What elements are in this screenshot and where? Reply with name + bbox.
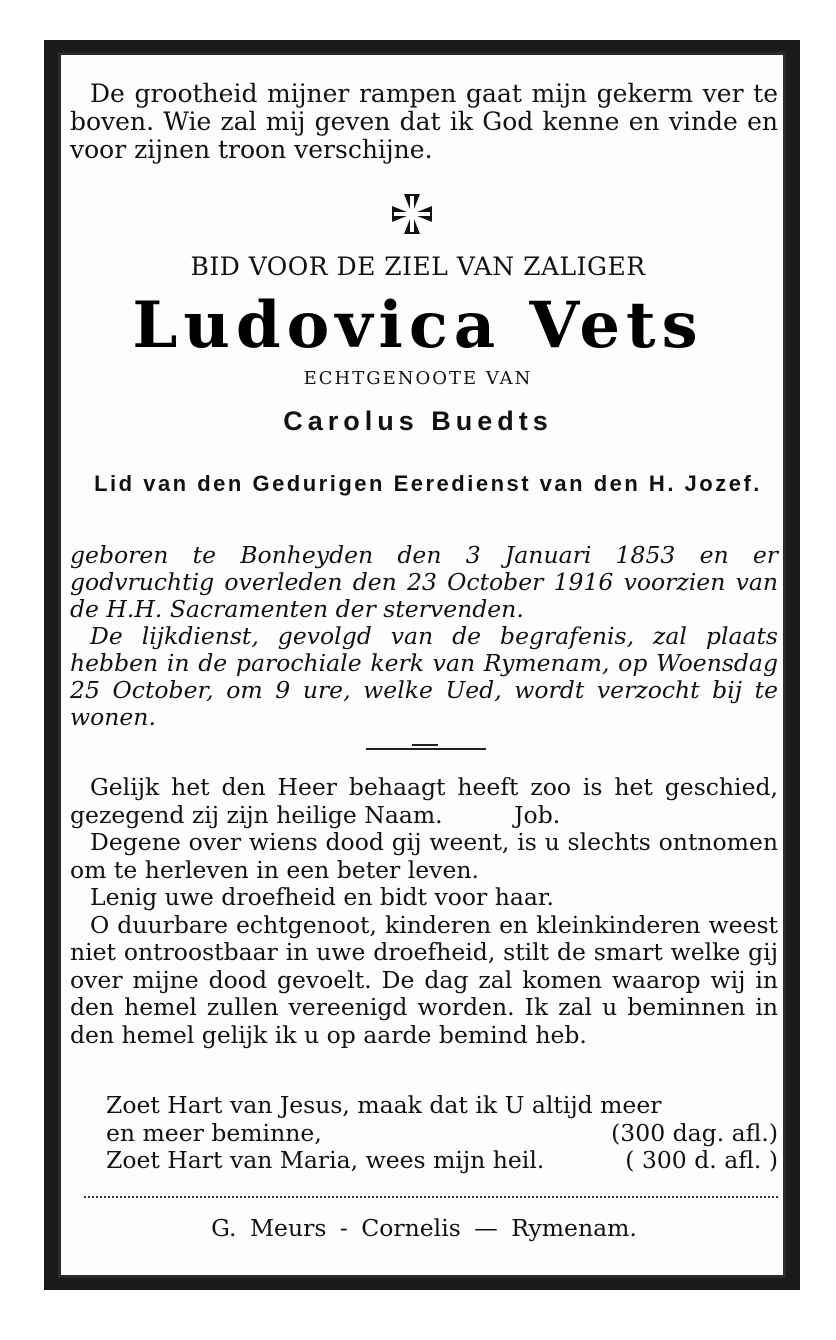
verse-job: Gelijk het den Heer behaagt heeft zoo is het geschied, gezegend zij zijn heilige Naam. Job.	[70, 773, 778, 829]
divider-line	[366, 748, 486, 750]
indulgence-prayers	[106, 1092, 778, 1175]
prayer-request-heading: BID VOOR DE ZIEL VAN ZALIGER	[190, 252, 646, 281]
verse-3: Lenig uwe droefheid en bidt voor haar.	[90, 883, 554, 911]
prayer-sacred-heart-line1: Zoet Hart van Jesus, maak dat ik U altijd meer	[106, 1091, 662, 1119]
verse-2: Degene over wiens dood gij weent, is u slechts ontnomen om te herleven in een beter leven.	[70, 828, 778, 884]
prayer-heart-of-mary: Zoet Hart van Maria, wees mijn heil. ( 300 d. afl. )	[106, 1146, 778, 1174]
printer-credit: G. Meurs - Cornelis — Rymenam.	[211, 1214, 637, 1242]
intro-verse: De grootheid mijner rampen gaat mijn gekerm ver te boven. Wie zal mij geven dat ik God kenne en vinde en voor zijnen troon verschijne.	[70, 79, 778, 164]
verse-job-reference: Job.	[514, 800, 561, 829]
life-details	[70, 542, 778, 731]
dotted-separator	[84, 1196, 778, 1198]
spouse-name: Carolus Buedts	[283, 406, 553, 436]
prayer-sacred-heart-line2: en meer beminne, (300 dag. afl.)	[106, 1118, 778, 1147]
verse-4: O duurbare echtgenoot, kinderen en kleinkinderen weest niet ontroostbaar in uwe droefheid, stilt de smart welke gij over mijne dood gevoelt. De dag zal komen waarop wij in den hemel zullen vereenigd worden. Ik zal u beminnen in den hemel gelijk ik u op aarde bemind heb.	[70, 910, 778, 1049]
funeral-paragraph: De lijkdienst, gevolgd van de begrafenis, zal plaats hebben in de parochiale kerk van Rymenam, op Woensdag 25 October, om 9 ure, welke Ued, wordt verzocht bij te wonen.	[70, 622, 778, 731]
divider-ornament	[412, 744, 438, 746]
membership-line: Lid van den Gedurigen Eeredienst van den H. Jozef.	[94, 471, 762, 496]
consolation-verses	[70, 774, 778, 1049]
birth-death-paragraph: geboren te Bonheyden den 3 Januari 1853 en er godvruchtig overleden den 23 October 1916 voorzien van de H.H. Sacramenten der stervenden.	[70, 541, 778, 623]
deceased-name: Ludovica Vets	[132, 288, 704, 363]
indulgence-note: ( 300 d. afl. )	[625, 1146, 778, 1174]
indulgence-note: (300 dag. afl.)	[611, 1118, 778, 1147]
maltese-cross-icon	[390, 192, 434, 241]
spouse-label: ECHTGENOOTE VAN	[303, 368, 533, 389]
